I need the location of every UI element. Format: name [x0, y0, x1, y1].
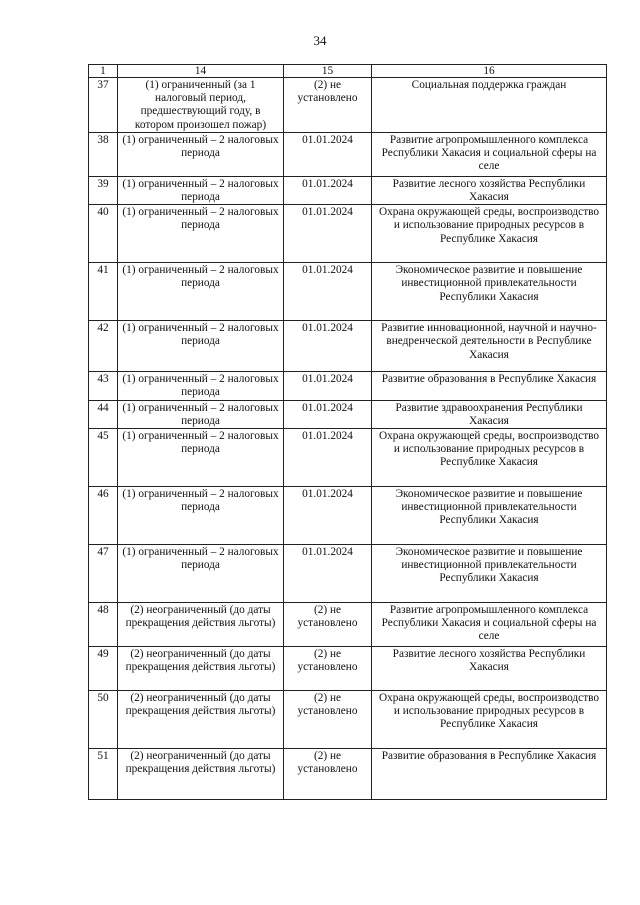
row-number-cell: 38 [89, 132, 118, 176]
program-cell: Экономическое развитие и повышение инвестиционной привлекательности Республики Хакасия [372, 263, 607, 321]
table-row [89, 263, 607, 321]
row-number-cell: 51 [89, 749, 118, 800]
page-number: 34 [313, 33, 327, 48]
document-table [88, 64, 607, 800]
row-number-cell: 47 [89, 545, 118, 603]
program-cell: Охрана окружающей среды, воспроизводство и использование природных ресурсов в Республике Хакасия [372, 691, 607, 749]
header-cell: 14 [118, 65, 284, 78]
row-number-cell: 45 [89, 429, 118, 487]
row-number-cell: 43 [89, 372, 118, 400]
term-cell: (1) ограниченный – 2 налоговых периода [118, 545, 284, 603]
table-header-row [89, 65, 607, 78]
table-row [89, 132, 607, 176]
row-number-cell: 46 [89, 487, 118, 545]
row-number-cell: 49 [89, 647, 118, 691]
term-cell: (2) неограниченный (до даты прекращения действия льготы) [118, 691, 284, 749]
date-cell: 01.01.2024 [284, 205, 372, 263]
program-cell: Развитие лесного хозяйства Республики Хакасия [372, 176, 607, 204]
row-number-cell: 42 [89, 321, 118, 372]
table-row [89, 691, 607, 749]
table-row [89, 372, 607, 400]
program-cell: Развитие образования в Республике Хакасия [372, 749, 607, 800]
term-cell: (1) ограниченный – 2 налоговых периода [118, 132, 284, 176]
table-row [89, 176, 607, 204]
table-row [89, 205, 607, 263]
program-cell: Развитие агропромышленного комплекса Республики Хакасия и социальной сферы на селе [372, 603, 607, 647]
term-cell: (1) ограниченный (за 1 налоговый период, предшествующий году, в котором произошел пожар) [118, 78, 284, 133]
row-number-cell: 48 [89, 603, 118, 647]
row-number-cell: 40 [89, 205, 118, 263]
term-cell: (1) ограниченный – 2 налоговых периода [118, 400, 284, 428]
table-row [89, 545, 607, 603]
term-cell: (2) неограниченный (до даты прекращения действия льготы) [118, 603, 284, 647]
date-cell: (2) не установлено [284, 691, 372, 749]
row-number-cell: 44 [89, 400, 118, 428]
date-cell: 01.01.2024 [284, 400, 372, 428]
table-row [89, 603, 607, 647]
table-row [89, 749, 607, 800]
date-cell: (2) не установлено [284, 603, 372, 647]
date-cell: 01.01.2024 [284, 372, 372, 400]
program-cell: Социальная поддержка граждан [372, 78, 607, 133]
table-row [89, 429, 607, 487]
program-cell: Экономическое развитие и повышение инвестиционной привлекательности Республики Хакасия [372, 487, 607, 545]
table-row [89, 400, 607, 428]
term-cell: (2) неограниченный (до даты прекращения действия льготы) [118, 647, 284, 691]
date-cell: (2) не установлено [284, 647, 372, 691]
date-cell: (2) не установлено [284, 78, 372, 133]
table-row [89, 647, 607, 691]
row-number-cell: 50 [89, 691, 118, 749]
program-cell: Охрана окружающей среды, воспроизводство и использование природных ресурсов в Республике Хакасия [372, 205, 607, 263]
row-number-cell: 41 [89, 263, 118, 321]
term-cell: (1) ограниченный – 2 налоговых периода [118, 429, 284, 487]
table-row [89, 78, 607, 133]
header-cell: 15 [284, 65, 372, 78]
term-cell: (1) ограниченный – 2 налоговых периода [118, 487, 284, 545]
term-cell: (1) ограниченный – 2 налоговых периода [118, 372, 284, 400]
program-cell: Экономическое развитие и повышение инвестиционной привлекательности Республики Хакасия [372, 545, 607, 603]
date-cell: 01.01.2024 [284, 132, 372, 176]
date-cell: 01.01.2024 [284, 487, 372, 545]
table-row [89, 321, 607, 372]
date-cell: 01.01.2024 [284, 545, 372, 603]
row-number-cell: 39 [89, 176, 118, 204]
date-cell: 01.01.2024 [284, 263, 372, 321]
date-cell: (2) не установлено [284, 749, 372, 800]
program-cell: Развитие агропромышленного комплекса Республики Хакасия и социальной сферы на селе [372, 132, 607, 176]
program-cell: Развитие лесного хозяйства Республики Хакасия [372, 647, 607, 691]
program-cell: Развитие инновационной, научной и научно-внедренческой деятельности в Республике Хакасия [372, 321, 607, 372]
term-cell: (1) ограниченный – 2 налоговых периода [118, 321, 284, 372]
date-cell: 01.01.2024 [284, 176, 372, 204]
term-cell: (1) ограниченный – 2 налоговых периода [118, 263, 284, 321]
header-cell: 16 [372, 65, 607, 78]
row-number-cell: 37 [89, 78, 118, 133]
program-cell: Охрана окружающей среды, воспроизводство и использование природных ресурсов в Республике Хакасия [372, 429, 607, 487]
header-cell: 1 [89, 65, 118, 78]
program-cell: Развитие образования в Республике Хакасия [372, 372, 607, 400]
program-cell: Развитие здравоохранения Республики Хакасия [372, 400, 607, 428]
date-cell: 01.01.2024 [284, 429, 372, 487]
date-cell: 01.01.2024 [284, 321, 372, 372]
term-cell: (1) ограниченный – 2 налоговых периода [118, 176, 284, 204]
table-row [89, 487, 607, 545]
term-cell: (2) неограниченный (до даты прекращения действия льготы) [118, 749, 284, 800]
term-cell: (1) ограниченный – 2 налоговых периода [118, 205, 284, 263]
